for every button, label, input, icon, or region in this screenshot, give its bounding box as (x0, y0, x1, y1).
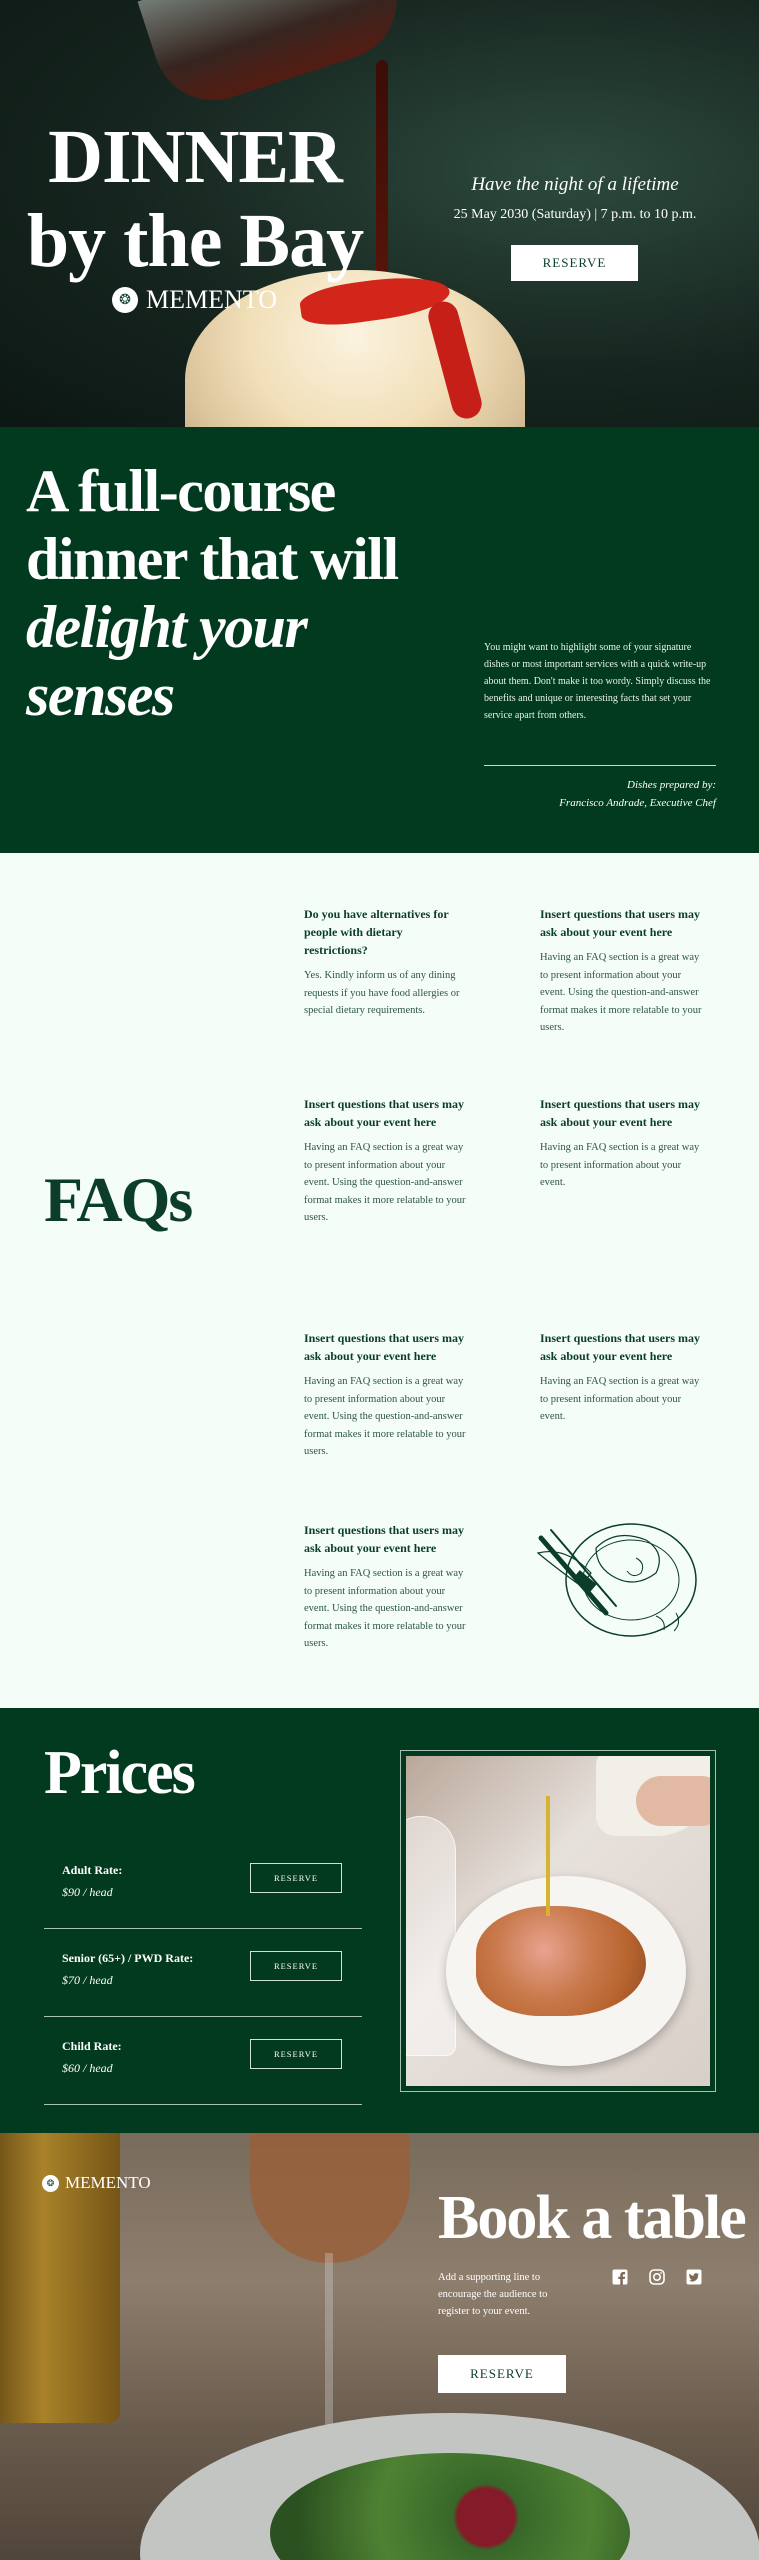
reserve-senior-button[interactable]: RESERVE (250, 1951, 342, 1981)
hero-section (0, 0, 759, 427)
rate-row-senior (44, 1929, 362, 2017)
faq-item (540, 1095, 702, 1192)
faq-question: Insert questions that users may ask about your event here (540, 1331, 701, 1363)
wine-glass-image (406, 1816, 456, 2056)
faq-section (0, 853, 759, 1708)
intro-credit (484, 776, 716, 812)
faq-question: Insert questions that users may ask about your event here (304, 1331, 465, 1363)
faq-question: Insert questions that users may ask about your event here (540, 907, 701, 939)
hero-brand-name: MEMENTO (146, 285, 277, 314)
book-section (0, 2133, 759, 2560)
faq-item (540, 905, 702, 1037)
faq-question: Insert questions that users may ask about your event here (304, 1097, 465, 1129)
hero-date: 25 May 2030 (Saturday) | 7 p.m. to 10 p.m. (453, 207, 697, 222)
facebook-icon[interactable] (612, 2269, 628, 2285)
intro-heading-italic1: delight your (26, 594, 307, 660)
faq-title: FAQs (44, 1164, 192, 1235)
rate-price: $70 / head (62, 1973, 113, 1987)
rate-price: $90 / head (62, 1885, 113, 1899)
prices-section (0, 1708, 759, 2133)
hero-title (0, 115, 390, 283)
dish-photo (406, 1756, 710, 2086)
faq-answer: Having an FAQ section is a great way to present information about your event. Using the question-and-answer format makes it more relatable to your users. (540, 952, 702, 1033)
hero-title-line1: DINNER (48, 115, 342, 199)
intro-section (0, 427, 759, 853)
social-links (612, 2269, 702, 2285)
footer-brand-name: MEMENTO (65, 2173, 151, 2192)
rate-name: Adult Rate: (62, 1863, 123, 1877)
intro-heading-italic2: senses (26, 662, 174, 728)
instagram-icon[interactable] (649, 2269, 665, 2285)
faq-answer: Having an FAQ section is a great way to present information about your event. Using the question-and-answer format makes it more relatable to your users. (304, 1376, 466, 1457)
rate-price: $60 / head (62, 2061, 113, 2075)
faq-item (304, 1521, 466, 1653)
faq-question: Insert questions that users may ask about your event here (540, 1097, 701, 1129)
rate-row-child (44, 2017, 362, 2105)
plate-cutlery-illustration-icon (536, 1518, 701, 1648)
faq-answer: Having an FAQ section is a great way to present information about your event. (540, 1142, 700, 1188)
faq-item (304, 905, 466, 1020)
faq-item (304, 1329, 466, 1461)
intro-credit-line2: Francisco Andrade, Executive Chef (559, 797, 716, 809)
intro-paragraph: You might want to highlight some of your signature dishes or most important services with a quick write-up about them. Don't make it too wordy. Simply discuss the benefits and unique or interesting facts that set your service apart from others. (484, 642, 711, 721)
faq-question: Insert questions that users may ask about your event here (304, 1523, 465, 1555)
hero-tagline: Have the night of a lifetime (471, 174, 679, 195)
faq-answer: Having an FAQ section is a great way to present information about your event. (540, 1376, 700, 1422)
prices-title: Prices (44, 1739, 194, 1807)
rate-row-adult (44, 1841, 362, 1929)
footer-logo[interactable] (42, 2173, 151, 2193)
rate-name: Child Rate: (62, 2039, 122, 2053)
intro-heading-line1: A full-course (26, 458, 335, 524)
hero-logo[interactable] (112, 285, 277, 315)
shell-logo-icon: ❂ (112, 287, 138, 313)
reserve-child-button[interactable]: RESERVE (250, 2039, 342, 2069)
faq-question: Do you have alternatives for people with dietary restrictions? (304, 907, 449, 957)
hand-image (636, 1776, 710, 1826)
book-reserve-button[interactable]: RESERVE (438, 2355, 566, 2393)
rate-name: Senior (65+) / PWD Rate: (62, 1951, 194, 1965)
book-title: Book a table (438, 2184, 745, 2252)
hero-title-line2: by the Bay (26, 199, 364, 283)
book-subtitle: Add a supporting line to encourage the audience to register to your event. (438, 2272, 548, 2317)
faq-answer: Having an FAQ section is a great way to present information about your event. Using the question-and-answer format makes it more relatable to your users. (304, 1142, 466, 1223)
intro-heading-line2: dinner that will (26, 526, 398, 592)
faq-item (304, 1095, 466, 1227)
intro-heading (26, 457, 426, 729)
twitter-icon[interactable] (686, 2269, 702, 2285)
prices-photo-frame (400, 1750, 716, 2092)
hero-reserve-button[interactable]: RESERVE (511, 245, 638, 281)
faq-answer: Yes. Kindly inform us of any dining requests if you have food allergies or special dietary requirements. (304, 970, 460, 1016)
oil-pour-image (546, 1796, 550, 1916)
food-image (476, 1906, 646, 2016)
reserve-adult-button[interactable]: RESERVE (250, 1863, 342, 1893)
faq-item (540, 1329, 702, 1426)
hero-glass-image (138, 0, 413, 116)
intro-credit-line1: Dishes prepared by: (627, 779, 716, 791)
shell-logo-icon: ❂ (42, 2175, 59, 2192)
intro-divider (484, 765, 716, 766)
faq-answer: Having an FAQ section is a great way to present information about your event. Using the question-and-answer format makes it more relatable to your users. (304, 1568, 466, 1649)
